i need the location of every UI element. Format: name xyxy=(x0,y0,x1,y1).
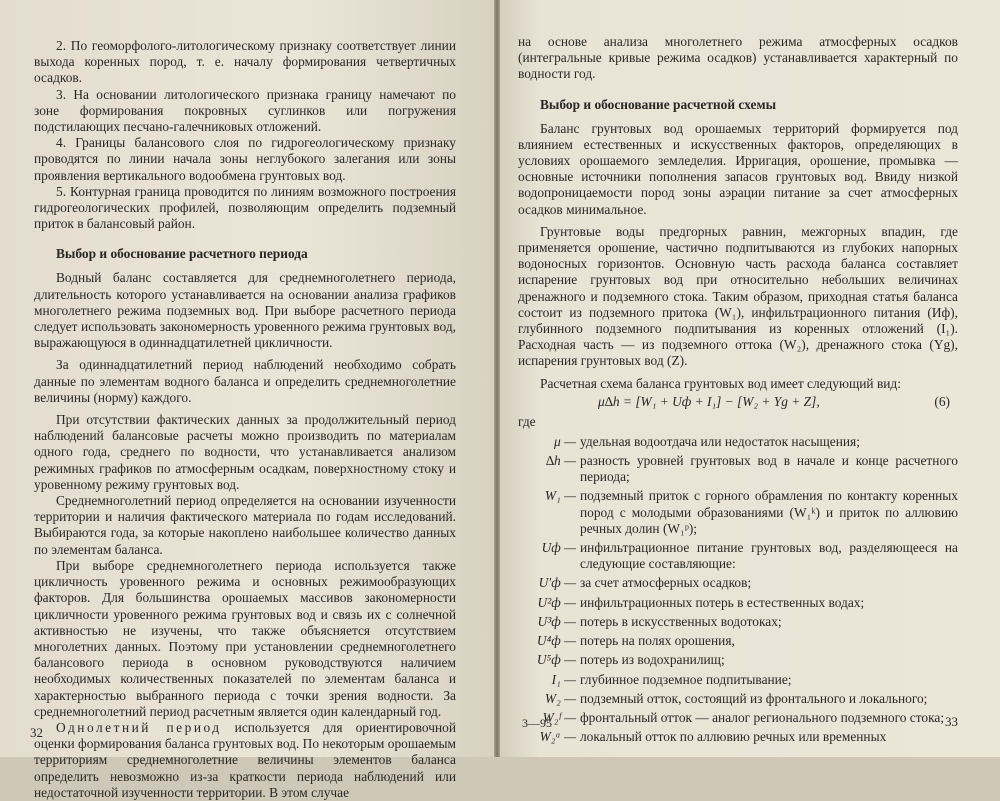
paragraph: на основе анализа многолетнего режима атмосферных осадков (интегральные кривые режима осадков) устанавливается характерный по водности год. xyxy=(518,34,958,82)
definition-symbol: Uф — xyxy=(541,540,576,556)
paragraph: 4. Границы балансового слоя по гидрогеологическому признаку проводятся по линии начала зоны неглубокого залегания или зоны проявления вертикального водообмена грунтовых вод. xyxy=(34,135,456,183)
equation-number: (6) xyxy=(934,393,950,409)
definition-item xyxy=(518,540,958,572)
definition-symbol: U³ф — xyxy=(537,613,576,629)
definition-symbol: μ — xyxy=(554,433,576,449)
definition-text: инфильтрационных потерь в естественных водах; xyxy=(580,594,865,610)
definition-text: глубинное подземное подпитывание; xyxy=(580,671,792,687)
balance-formula: μ∆h = [W₁ + Uф + I₁] − [W₂ + Yg + Z], xyxy=(598,393,820,409)
section-heading: Выбор и обоснование расчетной схемы xyxy=(540,96,777,112)
right-page xyxy=(500,0,1000,757)
definition-symbol: U⁵ф — xyxy=(536,652,576,668)
paragraph: Баланс грунтовых вод орошаемых территорий формируется под влиянием естественных и искусственных факторов, определяющих в условиях орошаемого земледелия. Ирригация, орошение, промывка — основные источники пополнения запасов грунтовых вод. Ввиду низкой водопроницаемости пород зоны аэрации питание за счет атмосферных осадков минимальное. xyxy=(518,120,958,217)
paragraph: При отсутствии фактических данных за продолжительный период наблюдений балансовые расчеты можно производить по материалам одного года, среднего по водности, что устанавливается анализом режимных графиков по атмосферным осадкам, поверхностному стоку и уровенному режиму грунтовых вод. xyxy=(34,412,456,492)
definition-symbol: W₁ — xyxy=(544,488,576,504)
definition-text: инфильтрационное питание грунтовых вод, разделяющееся на следующие составляющие: xyxy=(580,540,958,572)
definition-symbol: W₂ᵃ — xyxy=(539,729,576,745)
left-page-text xyxy=(34,38,456,801)
definition-text: разность уровней грунтовых вод в начале и конце расчетного периода; xyxy=(580,453,958,485)
right-page-text xyxy=(518,34,958,748)
definition-item xyxy=(518,453,958,485)
definition-item xyxy=(518,633,958,649)
definition-symbol: I₁ — xyxy=(551,671,576,687)
definition-item xyxy=(518,691,958,707)
definition-item xyxy=(518,488,958,537)
definition-item xyxy=(518,652,958,668)
paragraph: Расчетная схема баланса грунтовых вод имеет следующий вид: xyxy=(540,375,901,391)
paragraph: 2. По геоморфолого-литологическому признаку соответствует линии выхода коренных пород, т. е. началу формирования четвертичных осадков. xyxy=(34,38,456,86)
definition-item xyxy=(518,614,958,630)
paragraph: Грунтовые воды предгорных равнин, межгорных впадин, где применяется орошение, частично подпитываются из глубоких напорных водоносных горизонтов. Основную часть расхода баланса составляет испарение грунтовых вод при относительно небольших величинах дренажного и подземного стока. Таким образом, приходная статья баланса состоит из подземного притока (W₁), инфильтрационного питания (Иф), глубинного подземного подпитывания из коренных отложений (I₁). Расходная часть — из подземного оттока (W₂), дренажного стока (Yg), испарения грунтовых вод (Z). xyxy=(518,223,958,369)
definition-item xyxy=(518,595,958,611)
page-number: 33 xyxy=(945,714,958,729)
definition-text: за счет атмосферных осадков; xyxy=(580,575,752,591)
definition-text: локальный отток по аллювию речных или временных xyxy=(580,729,887,745)
page-number: 32 xyxy=(30,725,43,740)
paragraph xyxy=(34,720,456,801)
definition-text: фронтальный отток — аналог регионального подземного стока; xyxy=(580,709,945,725)
definition-symbol: U²ф — xyxy=(537,594,576,610)
definition-symbol: U⁴ф — xyxy=(536,633,576,649)
definition-item xyxy=(518,434,958,450)
section-heading: Выбор и обоснование расчетного периода xyxy=(56,246,308,262)
definition-item xyxy=(518,672,958,688)
definition-symbol: ∆h — xyxy=(545,453,576,469)
definition-text: подземный отток, состоящий из фронтального и локального; xyxy=(580,690,928,706)
definition-item xyxy=(518,575,958,591)
definition-text: удельная водоотдача или недостаток насыщения; xyxy=(580,433,860,449)
definition-text: потерь в искусственных водотоках; xyxy=(580,613,782,629)
definition-text: потерь из водохранилищ; xyxy=(580,652,725,668)
definition-text: подземный приток с горного обрамления по контакту коренных пород с молодыми образованиями (W₁ᵏ) и приток по аллювию речных долин (W₁ᵖ); xyxy=(580,488,958,536)
left-page xyxy=(0,0,494,800)
paragraph: При выборе среднемноголетнего периода используется также цикличность уровенного режима и основных режимообразующих факторов. Для большинства орошаемых массивов закономерности цикличности уровенного режима грунтовых вод и связь их с солнечной активностью не изучены, что также объясняется отсутствием многолетних данных. Поэтому при установлении среднемноголетнего балансового периода в основном руководствуются наличием необходимых количественных показателей по элементам баланса и характерностью выбранного периода с точки зрения водности. За среднемноголетний период расчетным является один календарный год. xyxy=(34,557,456,719)
paragraph: 3. На основании литологического признака границу намечают по зоне формирования покровных суглинков или погружения подстилающих песчано-галечниковых отложений. xyxy=(34,86,456,135)
definitions-list xyxy=(518,434,958,745)
where-label: где xyxy=(518,413,536,429)
definition-item xyxy=(518,710,958,726)
paragraph: Водный баланс составляется для среднемноголетнего периода, длительность которого устанавливается на основании анализа графиков многолетнего режима подземных вод. При выборе расчетного периода следует использовать закономерность уровенного режима грунтовых вод, выражающуюся в одиннадцатилетней цикличности. xyxy=(34,270,456,351)
equation xyxy=(518,394,958,410)
definition-symbol: W₂ᶠ — xyxy=(542,709,576,725)
definition-symbol: W₂ — xyxy=(544,690,576,706)
signature-mark: 3—95 xyxy=(522,716,552,730)
definition-item xyxy=(518,729,958,745)
spaced-term: Однолетний период xyxy=(56,719,222,735)
paragraph: 5. Контурная граница проводится по линиям возможного построения гидрогеологических профилей, позволяющим определить подземный приток в балансовый район. xyxy=(34,183,456,232)
paragraph-text: используется для ориентировочной оценки формирования баланса грунтовых вод. По некоторым орошаемым территориям среднемноголетние величины элементов баланса определить невозможно из-за краткости периода наблюдений или недостаточной изученности территории. В этом случае xyxy=(34,719,456,800)
definition-text: потерь на полях орошения, xyxy=(580,633,735,649)
definition-symbol: U′ф — xyxy=(538,575,576,591)
paragraph: За одиннадцатилетний период наблюдений необходимо собрать данные по элементам водного баланса и определить среднемноголетние величины (норму) каждого. xyxy=(34,357,456,405)
paragraph: Среднемноголетний период определяется на основании изученности территории и наличия фактического материала по годам исследований. Выбираются года, за которые накоплено наибольшее количество данных по элементам баланса. xyxy=(34,493,456,557)
